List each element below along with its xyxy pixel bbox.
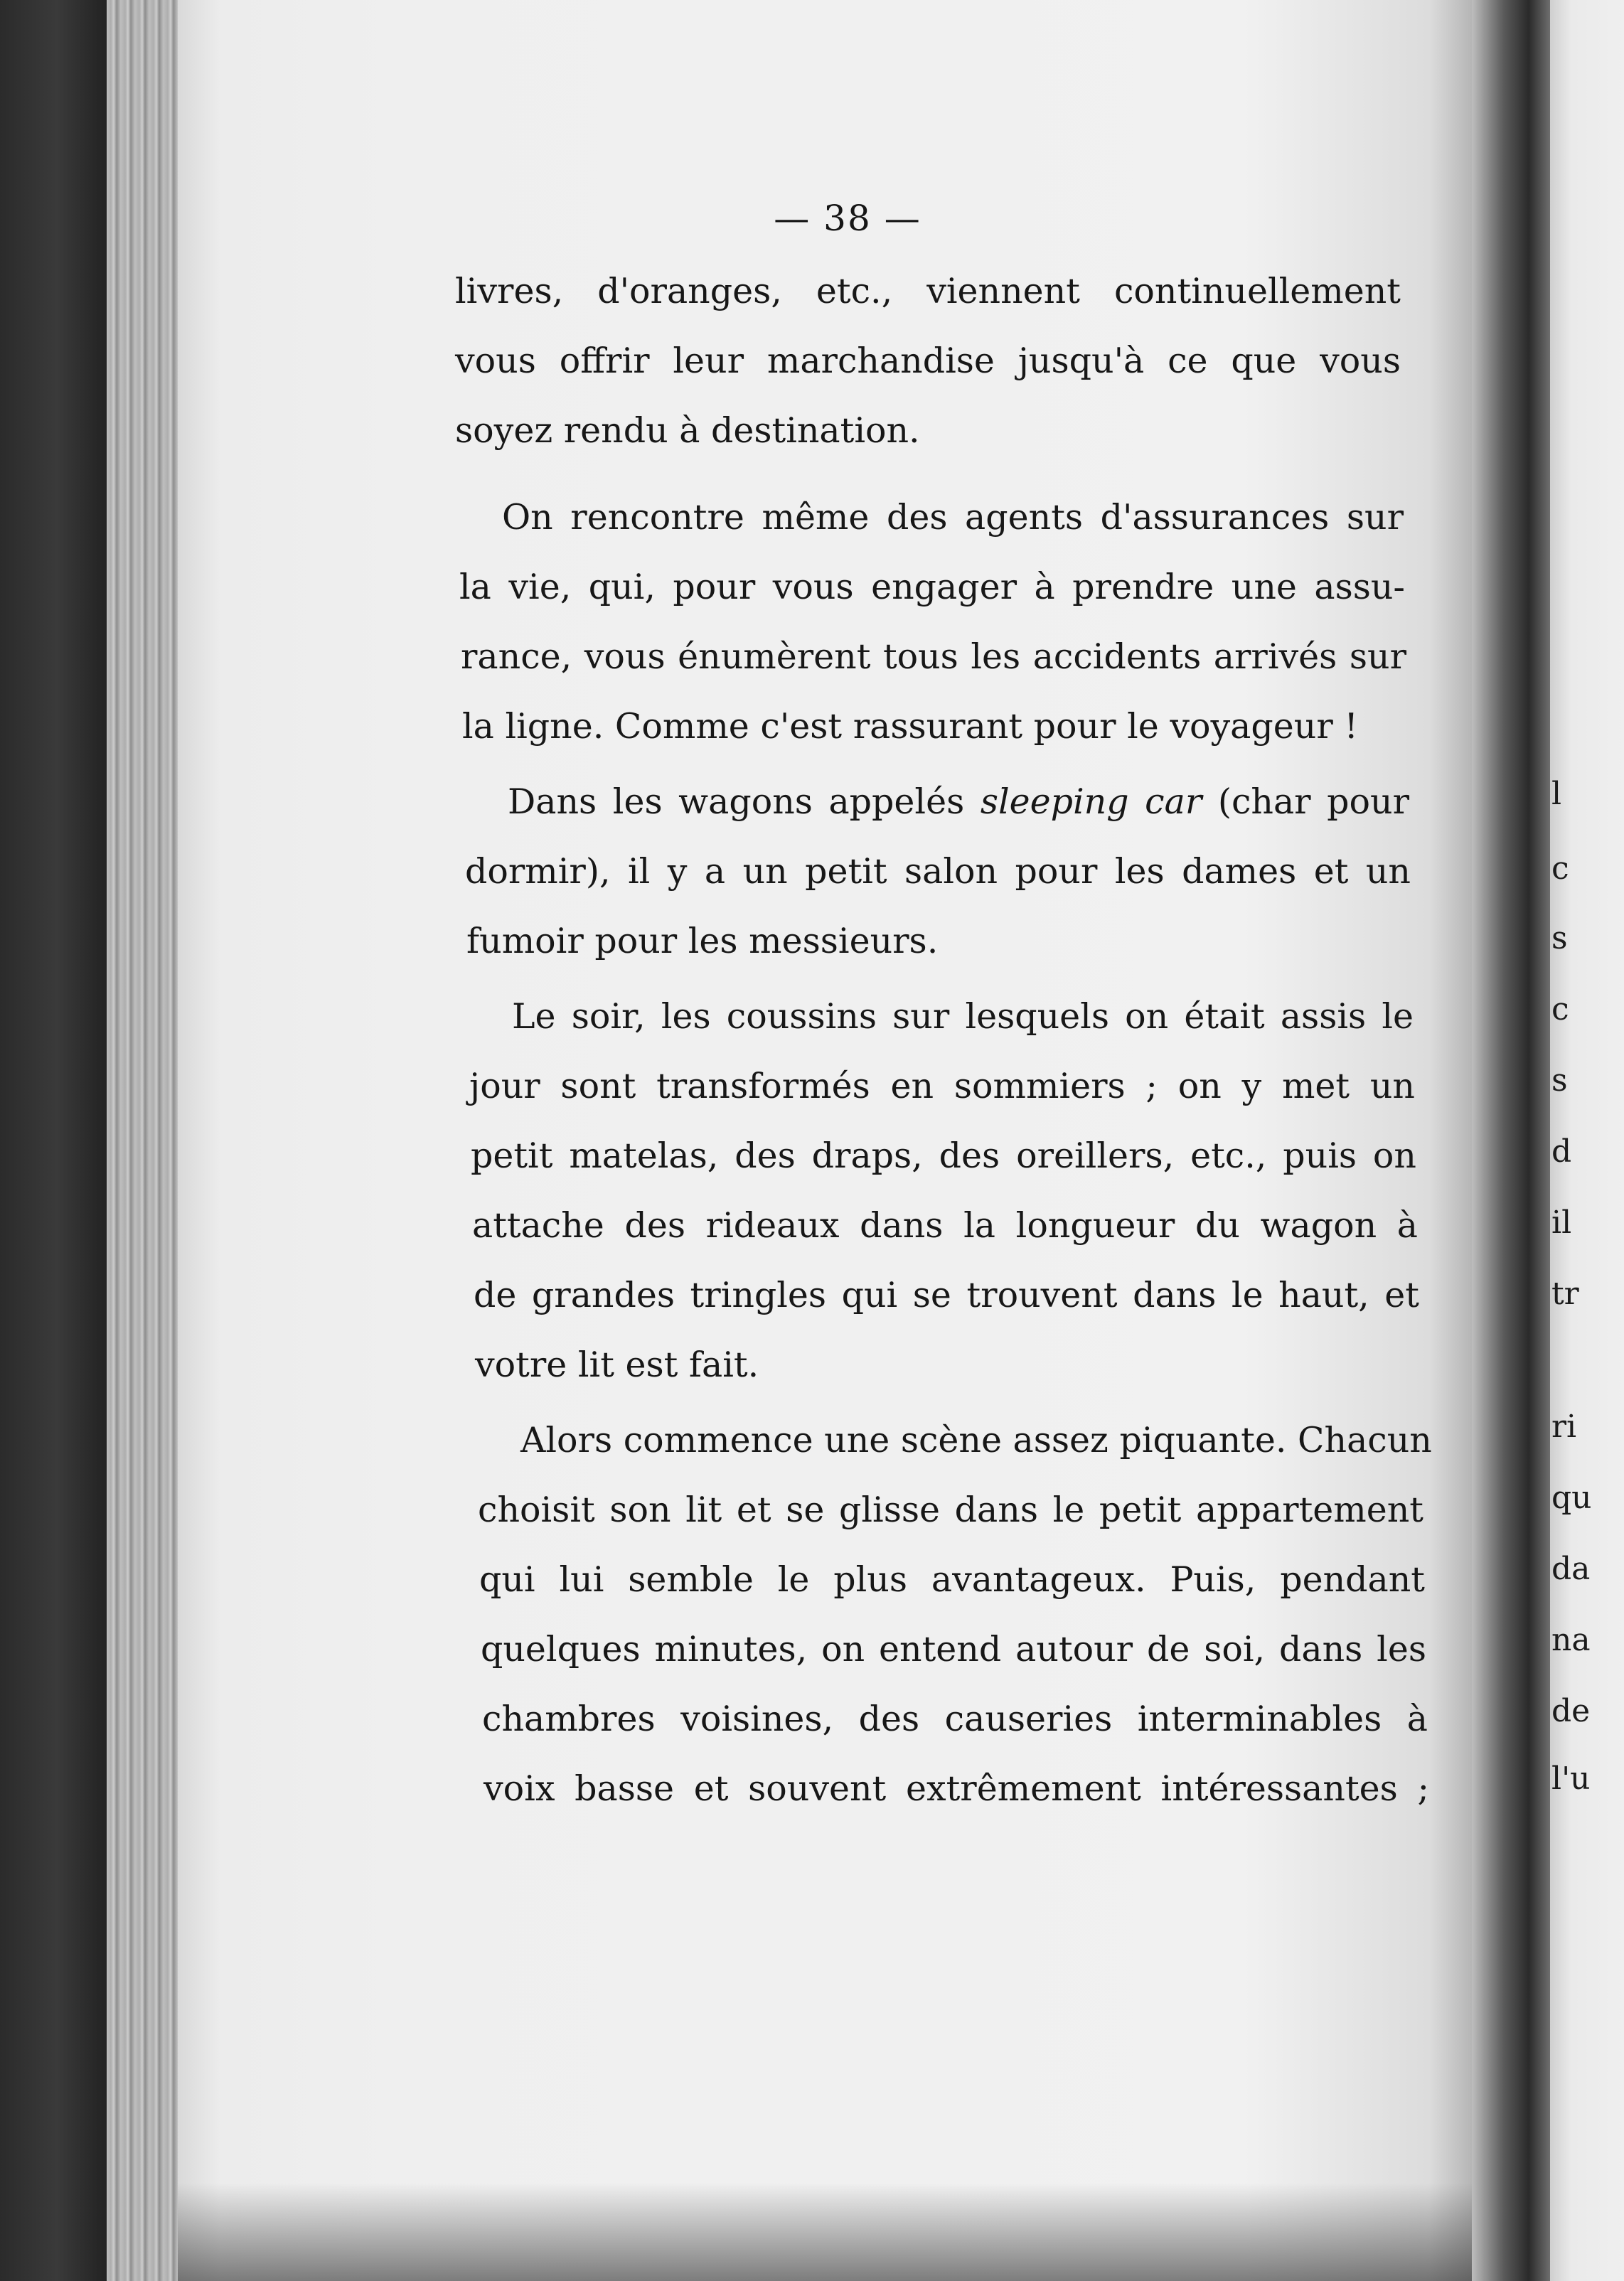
italic-term: sleeping car — [980, 781, 1202, 822]
page-number: — 38 — — [774, 198, 921, 239]
facing-page-fragment: c — [1551, 850, 1569, 887]
text-line: voix basse et souvent extrêmement intéressantes ; — [484, 1768, 1429, 1809]
book-gutter — [1472, 0, 1550, 2281]
text-line: attache des rideaux dans la longueur du wagon à — [472, 1205, 1418, 1246]
facing-page-fragment: qu — [1551, 1480, 1592, 1516]
facing-page-fragment: de — [1551, 1693, 1591, 1729]
text-line: On rencontre même des agents d'assurances sur — [502, 497, 1404, 538]
text-line: la ligne. Comme c'est rassurant pour le voyageur ! — [462, 706, 1359, 747]
text-line: rance, vous énumèrent tous les accidents arrivés sur — [461, 636, 1406, 677]
facing-page-fragment: d — [1551, 1133, 1572, 1170]
facing-page-fragment: il — [1551, 1204, 1572, 1241]
facing-page-fragment: da — [1551, 1551, 1591, 1587]
text-span: (char pour — [1202, 781, 1409, 822]
facing-page-fragment: na — [1551, 1622, 1591, 1658]
text-line: dormir), il y a un petit salon pour les dames et un — [465, 851, 1411, 892]
text-line: Alors commence une scène assez piquante. Chacun — [520, 1420, 1432, 1460]
text-line: quelques minutes, on entend autour de soi, dans les — [481, 1629, 1426, 1670]
facing-page-fragment: tr — [1551, 1276, 1579, 1312]
facing-page-fragment: ri — [1551, 1409, 1577, 1445]
facing-page-fragment: s — [1551, 1062, 1568, 1099]
facing-page-fragment: s — [1551, 920, 1568, 956]
facing-page — [1550, 0, 1624, 2281]
text-line: petit matelas, des draps, des oreillers, etc., puis on — [471, 1136, 1416, 1176]
text-line: qui lui semble le plus avantageux. Puis, pendant — [479, 1559, 1425, 1600]
text-line: fumoir pour les messieurs. — [466, 921, 939, 961]
text-line: vous offrir leur marchandise jusqu'à ce que vous — [455, 341, 1401, 381]
text-line: de grandes tringles qui se trouvent dans le haut, et — [474, 1275, 1419, 1315]
text-line: jour sont transformés en sommiers ; on y met un — [469, 1066, 1415, 1106]
text-span: Dans les wagons appelés — [508, 781, 981, 822]
text-line — [464, 781, 1409, 823]
text-line: choisit son lit et se glisse dans le petit appartement — [478, 1490, 1423, 1530]
text-line: votre lit est fait. — [475, 1345, 759, 1385]
text-line: soyez rendu à destination. — [455, 410, 920, 451]
facing-page-fragment: c — [1551, 991, 1569, 1027]
text-line: Le soir, les coussins sur lesquels on était assis le — [512, 996, 1414, 1037]
facing-page-fragment: l'u — [1551, 1761, 1591, 1797]
text-line: livres, d'oranges, etc., viennent continuellement — [455, 271, 1401, 311]
text-line: chambres voisines, des causeries interminables à — [482, 1699, 1428, 1739]
text-line: la vie, qui, pour vous engager à prendre une assu- — [459, 567, 1405, 607]
facing-page-fragment: l — [1551, 776, 1562, 812]
page-bottom-shadow — [178, 2183, 1500, 2281]
